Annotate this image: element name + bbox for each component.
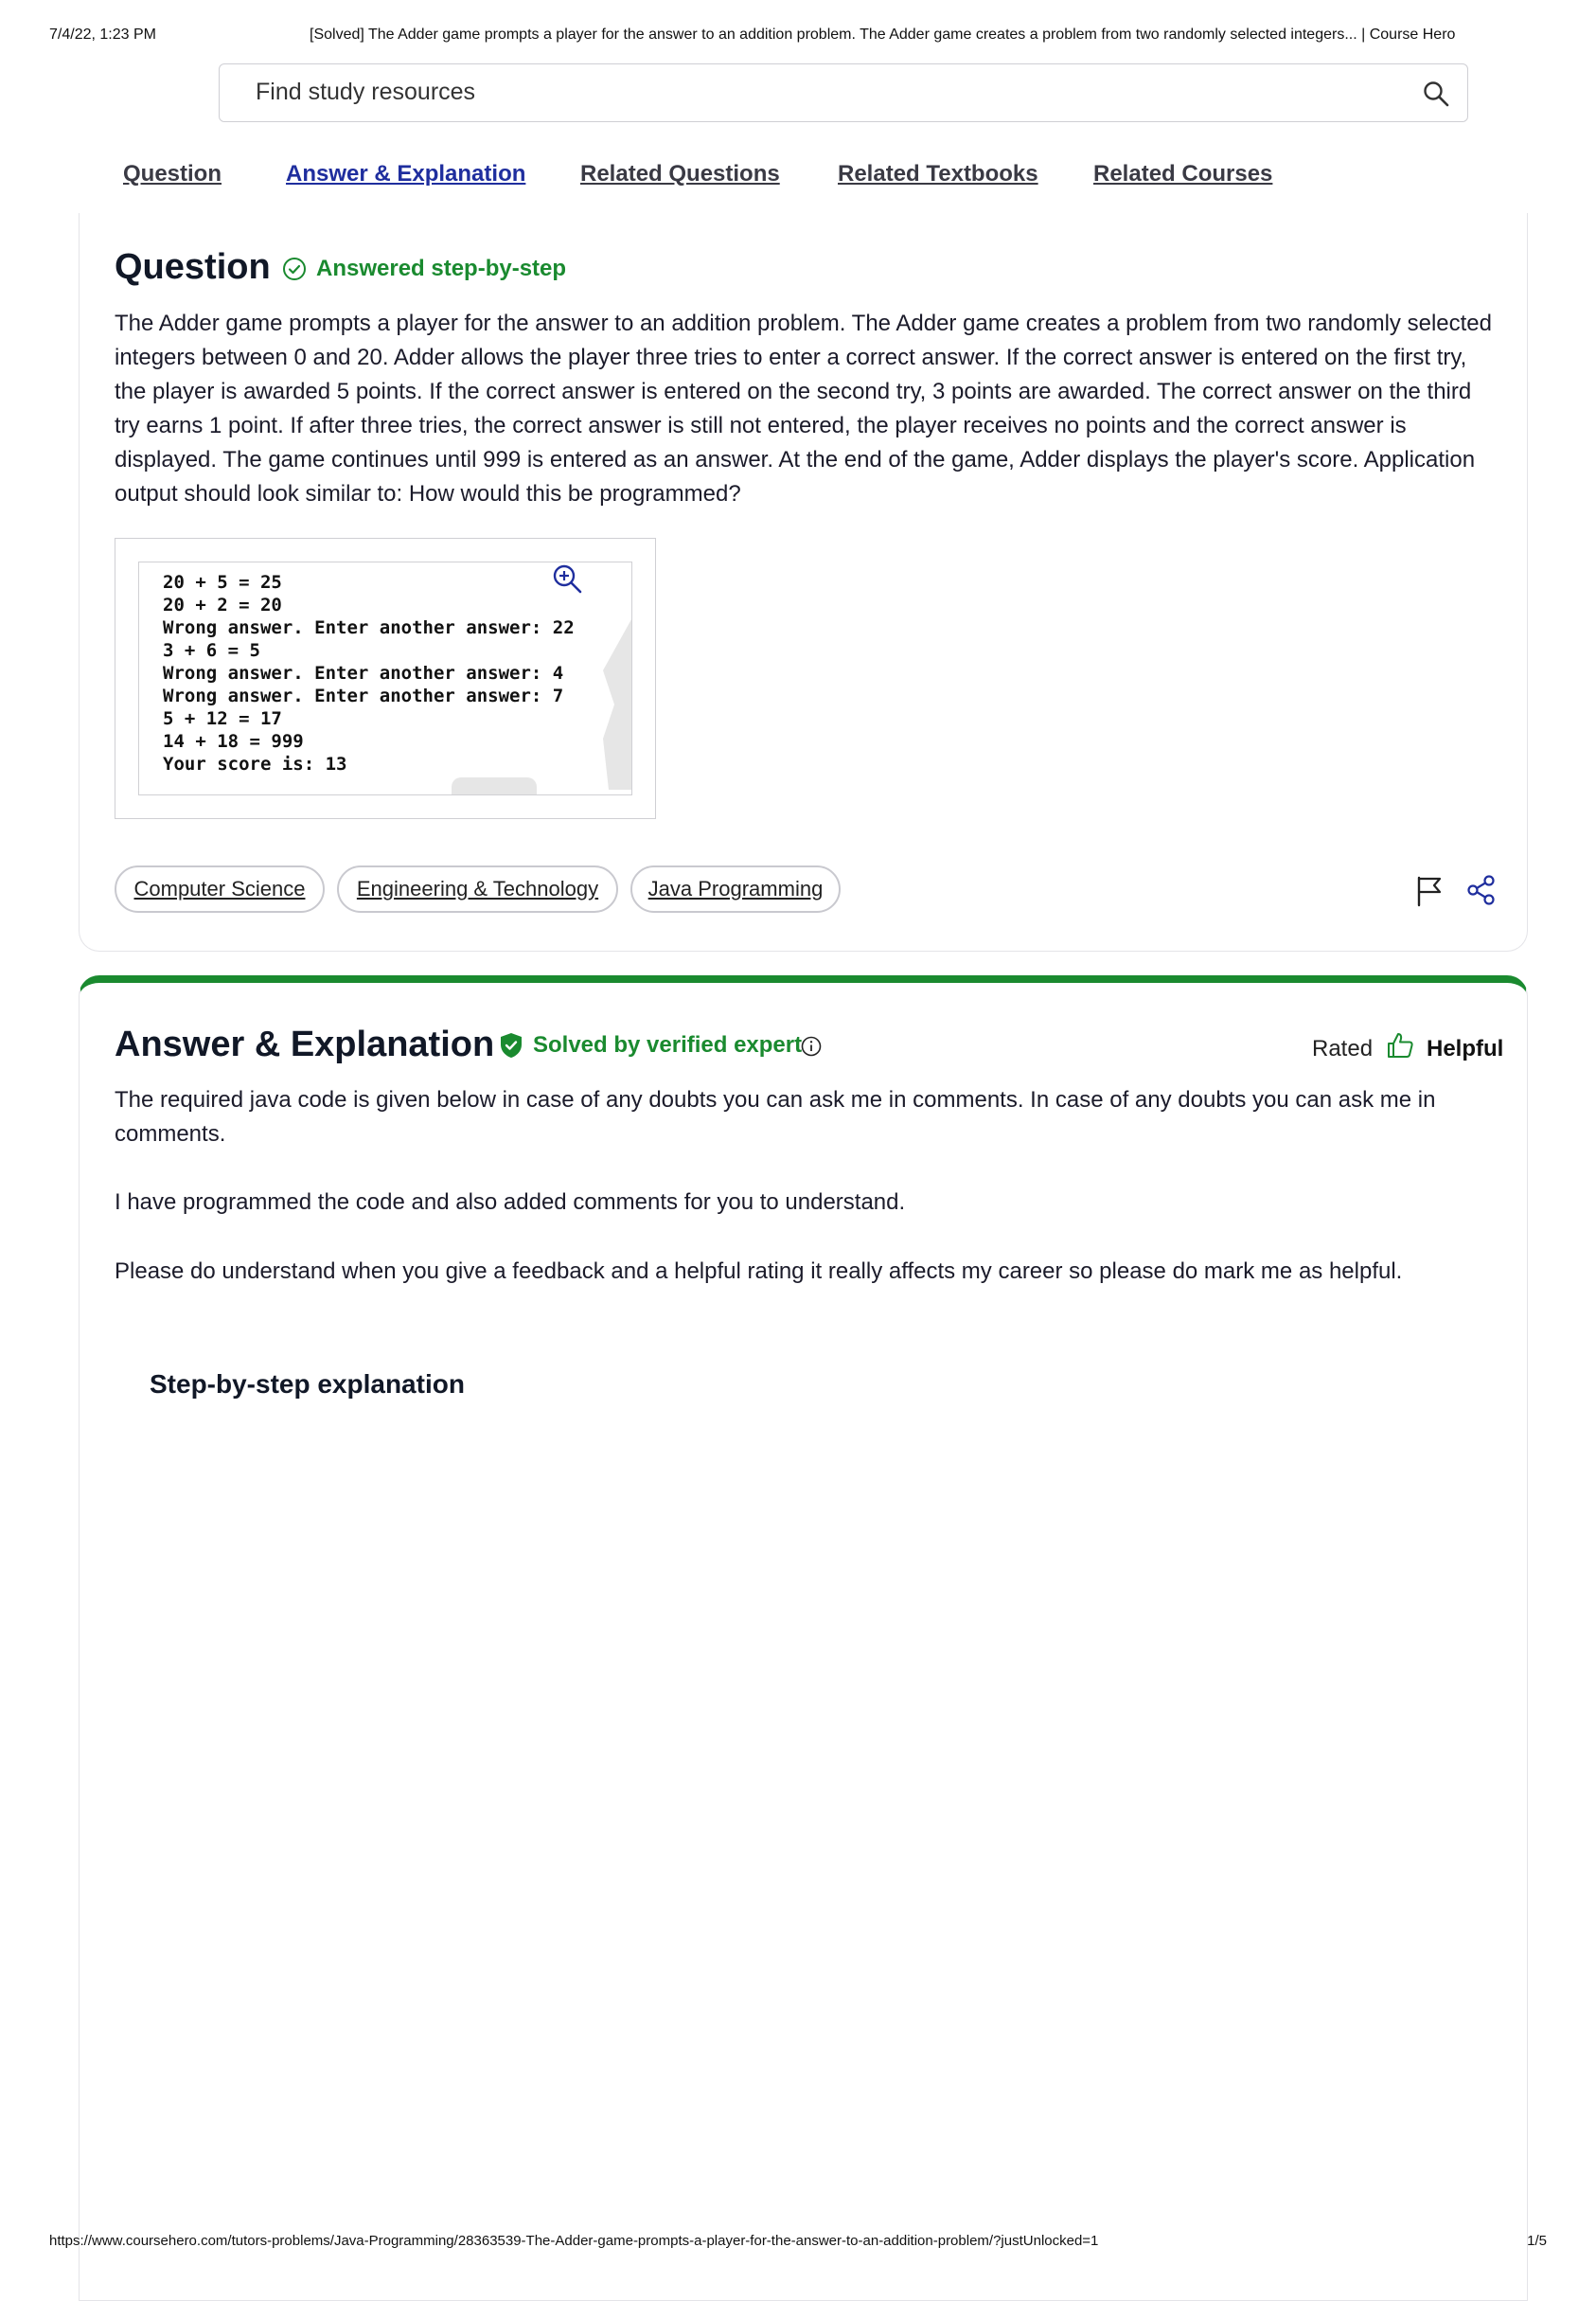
search-input[interactable] (254, 78, 1346, 107)
output-line: Wrong answer. Enter another answer: 22 (163, 617, 575, 638)
question-heading: Question (115, 247, 271, 287)
tag-computer-science[interactable]: Computer Science (115, 865, 325, 913)
answer-paragraph: The required java code is given below in case of any doubts you can ask me in comments. In case of any doubts you can ask me in comments. (115, 1087, 1436, 1147)
search-bar (219, 63, 1468, 122)
output-line: 20 + 2 = 20 (163, 595, 282, 615)
image-decoration (603, 619, 631, 790)
page-number: 1/5 (1527, 2233, 1547, 2249)
output-line: 3 + 6 = 5 (163, 640, 260, 661)
print-date: 7/4/22, 1:23 PM (49, 27, 156, 43)
search-icon[interactable] (1422, 80, 1450, 108)
output-line: Wrong answer. Enter another answer: 7 (163, 686, 564, 706)
tag-java-programming[interactable]: Java Programming (630, 865, 841, 913)
tab-related-courses[interactable]: Related Courses (1093, 161, 1273, 187)
answer-paragraph: Please do understand when you give a feedback and a helpful rating it really affects my career so please do mark me as helpful. (115, 1258, 1403, 1284)
page-url: https://www.coursehero.com/tutors-problems/Java-Programming/28363539-The-Adder-game-prompts-a-player-for-the-answer-to-an-addition-problem/?justUnlocked=1 (49, 2233, 1099, 2249)
step-by-step-heading: Step-by-step explanation (150, 1369, 465, 1399)
zoom-in-icon[interactable] (551, 562, 583, 595)
answer-card (79, 975, 1528, 2301)
tab-answer-explanation[interactable]: Answer & Explanation (286, 161, 526, 187)
check-circle-icon (282, 257, 307, 281)
answer-paragraph: I have programmed the code and also added comments for you to understand. (115, 1189, 906, 1215)
answered-badge-label: Answered step-by-step (316, 256, 567, 281)
answer-heading: Answer & Explanation (115, 1025, 495, 1064)
output-line: 14 + 18 = 999 (163, 731, 304, 752)
output-line: 20 + 5 = 25 (163, 572, 282, 593)
print-page-title: [Solved] The Adder game prompts a player for the answer to an addition problem. The Adder game creates a problem from two randomly selected integers... | Course Hero (310, 27, 1456, 43)
tab-related-questions[interactable]: Related Questions (580, 161, 780, 187)
print-footer (49, 2233, 1547, 2252)
question-text: The Adder game prompts a player for the answer to an addition problem. The Adder game creates a problem from two randomly selected integers between 0 and 20. Adder allows the player three tries to enter a correct answer. If the correct answer is entered on the first try, the player is awarded 5 points. If the correct answer is entered on the second try, 3 points are awarded. The correct answer on the third try earns 1 point. If after three tries, the correct answer is still not entered, the player receives no points and the correct answer is displayed. The game continues until 999 is entered as an answer. At the end of the game, Adder displays the player's score. Application output should look similar to: How would this be programmed? (115, 311, 1492, 507)
question-card (79, 213, 1528, 952)
output-line: Wrong answer. Enter another answer: 4 (163, 663, 564, 684)
info-icon[interactable] (801, 1036, 822, 1057)
verified-shield-icon (499, 1032, 523, 1059)
share-icon[interactable] (1466, 874, 1497, 906)
print-header (49, 27, 1547, 49)
tag-engineering-technology[interactable]: Engineering & Technology (337, 865, 618, 913)
tab-question[interactable]: Question (123, 161, 222, 187)
tab-related-textbooks[interactable]: Related Textbooks (838, 161, 1038, 187)
verified-expert-label: Solved by verified expert (533, 1032, 803, 1058)
output-line: Your score is: 13 (163, 754, 347, 775)
helpful-label: Helpful (1427, 1036, 1504, 1061)
rated-label: Rated (1312, 1036, 1374, 1061)
output-line: 5 + 12 = 17 (163, 708, 282, 729)
answered-badge (282, 256, 566, 282)
verified-expert-badge (499, 1032, 802, 1059)
thumbs-up-icon (1386, 1031, 1414, 1060)
program-output-screenshot (138, 562, 632, 795)
image-decoration (452, 777, 537, 794)
flag-icon[interactable] (1415, 875, 1444, 907)
question-image[interactable] (115, 538, 656, 819)
